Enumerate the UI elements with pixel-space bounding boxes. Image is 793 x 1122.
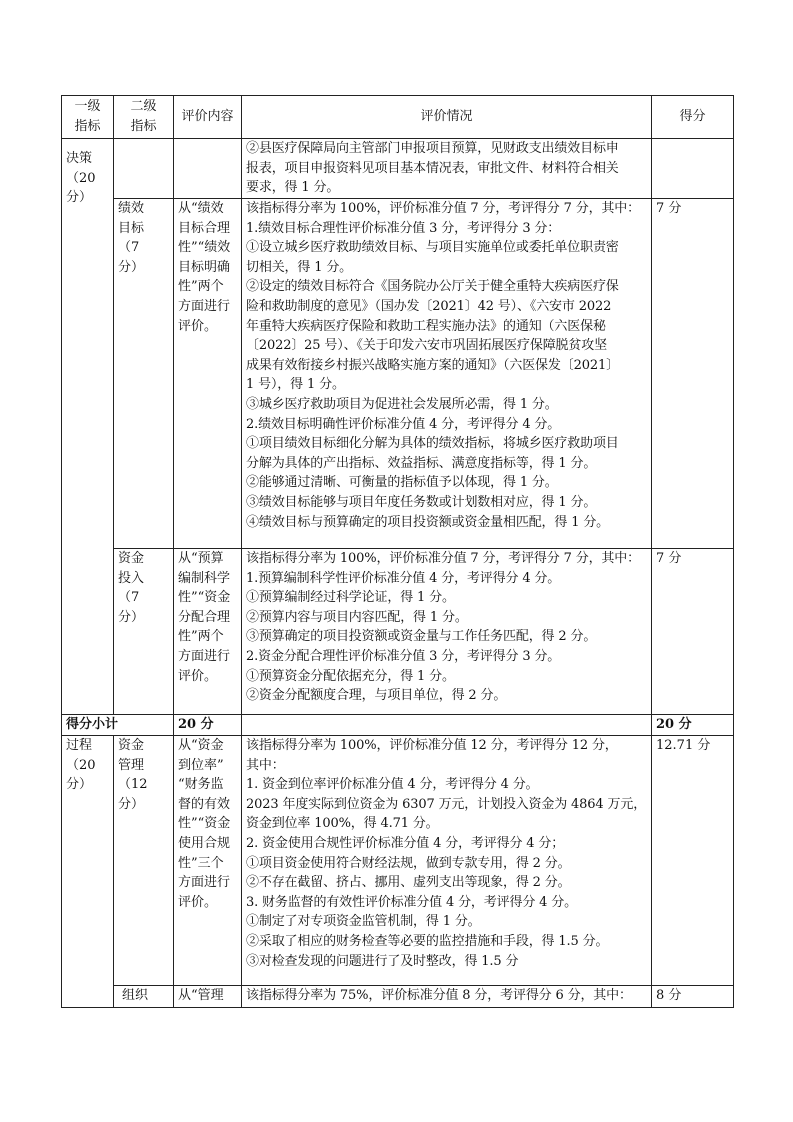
header-situation: 评价情况 xyxy=(242,96,652,139)
content-performance-goal: 从“绩效 目标合理 性”“绩效 目标明确 性”两个 方面进行 评价。 xyxy=(174,199,242,549)
content-organization: 从“管理 xyxy=(174,986,242,1008)
subtotal-standard: 20 分 xyxy=(174,715,242,736)
content-fund-input: 从“预算 编制科学 性”“资金 分配合理 性”两个 方面进行 评价。 xyxy=(174,549,242,715)
table-row-decision-cont xyxy=(62,139,734,199)
situation-fund-input: 该指标得分率为 100%，评价标准分值 7 分，考评得分 7 分，其中： 1.预算编制科学性评价标准分值 4 分，考评得分 4 分。 ①预算编制经过科学论证，得 1 分。 ②预算内容与项目内容匹配，得 1 分。 ③预算确定的项目投资额或资金量与工作任务匹配，得 2 分。 2.资金分配合理性评价标准分值 3 分，考评得分 3 分。 ①预算资金分配依据充分，得 1 分。 ②资金分配额度合理，与项目单位，得 2 分。 xyxy=(242,549,652,715)
score-fund-input: 7 分 xyxy=(652,549,734,715)
evaluation-table xyxy=(61,95,734,1008)
table-row-performance-goal xyxy=(62,199,734,549)
subtotal-label: 得分小计 xyxy=(62,715,174,736)
level1-process: 过程 （20 分） xyxy=(62,736,114,1008)
situation-decision-cont: ②县医疗保障局向主管部门申报项目预算，见财政支出绩效目标申 报表，项目申报资料见项目基本情况表，审批文件、材料符合相关 要求，得 1 分。 xyxy=(242,139,652,199)
score-performance-goal: 7 分 xyxy=(652,199,734,549)
score-fund-management: 12.71 分 xyxy=(652,736,734,986)
level2-empty xyxy=(114,139,174,199)
level2-organization: 组织 xyxy=(114,986,174,1008)
content-fund-management: 从“资金 到位率” “财务监 督的有效 性”“资金 使用合规 性”三个 方面进行 评价。 xyxy=(174,736,242,986)
table-header-row xyxy=(62,96,734,139)
header-score: 得分 xyxy=(652,96,734,139)
situation-performance-goal: 该指标得分率为 100%，评价标准分值 7 分，考评得分 7 分，其中： 1.绩效目标合理性评价标准分值 3 分，考评得分 3 分： ①设立城乡医疗救助绩效目标、与项目实施单位或委托单位职责密 切相关，得 1 分。 ②设定的绩效目标符合《国务院办公厅关于健全重特大疾病医疗保 险和救助制度的意见》（国办发〔2021〕42 号）、《六安市 2022 年重特大疾病医疗保险和救助工程实施办法》的通知（六医保秘 〔2022〕25 号）、《关于印发六安市巩固拓展医疗保障脱贫攻坚 成果有效衔接乡村振兴战略实施方案的通知》（六医保发〔2021〕 1 号），得 1 分。 ③城乡医疗救助项目为促进社会发展所必需，得 1 分。 2.绩效目标明确性评价标准分值 4 分，考评得分 4 分。 ①项目绩效目标细化分解为具体的绩效指标，将城乡医疗救助项目 分解为具体的产出指标、效益指标、满意度指标等，得 1 分。 ②能够通过清晰、可衡量的指标值予以体现，得 1 分。 ③绩效目标能够与项目年度任务数或计划数相对应，得 1 分。 ④绩效目标与预算确定的项目投资额或资金量相匹配，得 1 分。 xyxy=(242,199,652,549)
table-row-organization xyxy=(62,986,734,1008)
header-content: 评价内容 xyxy=(174,96,242,139)
content-empty xyxy=(174,139,242,199)
subtotal-situation-empty xyxy=(242,715,652,736)
level2-fund-management: 资金 管理 （12 分） xyxy=(114,736,174,986)
situation-organization: 该指标得分率为 75%，评价标准分值 8 分，考评得分 6 分，其中： xyxy=(242,986,652,1008)
score-organization: 8 分 xyxy=(652,986,734,1008)
level1-decision: 决策 （20 分） xyxy=(62,139,114,715)
header-level1: 一级 指标 xyxy=(62,96,114,139)
table-row-subtotal xyxy=(62,715,734,736)
level2-fund-input: 资金 投入 （7 分） xyxy=(114,549,174,715)
subtotal-score: 20 分 xyxy=(652,715,734,736)
score-empty xyxy=(652,139,734,199)
header-level2: 二级 指标 xyxy=(114,96,174,139)
table-row-fund-input xyxy=(62,549,734,715)
situation-fund-management: 该指标得分率为 100%，评价标准分值 12 分，考评得分 12 分， 其中： 1. 资金到位率评价标准分值 4 分，考评得分 4 分。 2023 年度实际到位资金为 6307 万元，计划投入资金为 4864 万元， 资金到位率 100%，得 4.71 分。 2. 资金使用合规性评价标准分值 4 分，考评得分 4 分； ①项目资金使用符合财经法规，做到专款专用，得 2 分。 ②不存在截留、挤占、挪用、虚列支出等现象，得 2 分。 3. 财务监督的有效性评价标准分值 4 分，考评得分 4 分。 ①制定了对专项资金监管机制，得 1 分。 ②采取了相应的财务检查等必要的监控措施和手段，得 1.5 分。 ③对检查发现的问题进行了及时整改，得 1.5 分 xyxy=(242,736,652,986)
level2-performance-goal: 绩效 目标 （7 分） xyxy=(114,199,174,549)
table-row-fund-management xyxy=(62,736,734,986)
